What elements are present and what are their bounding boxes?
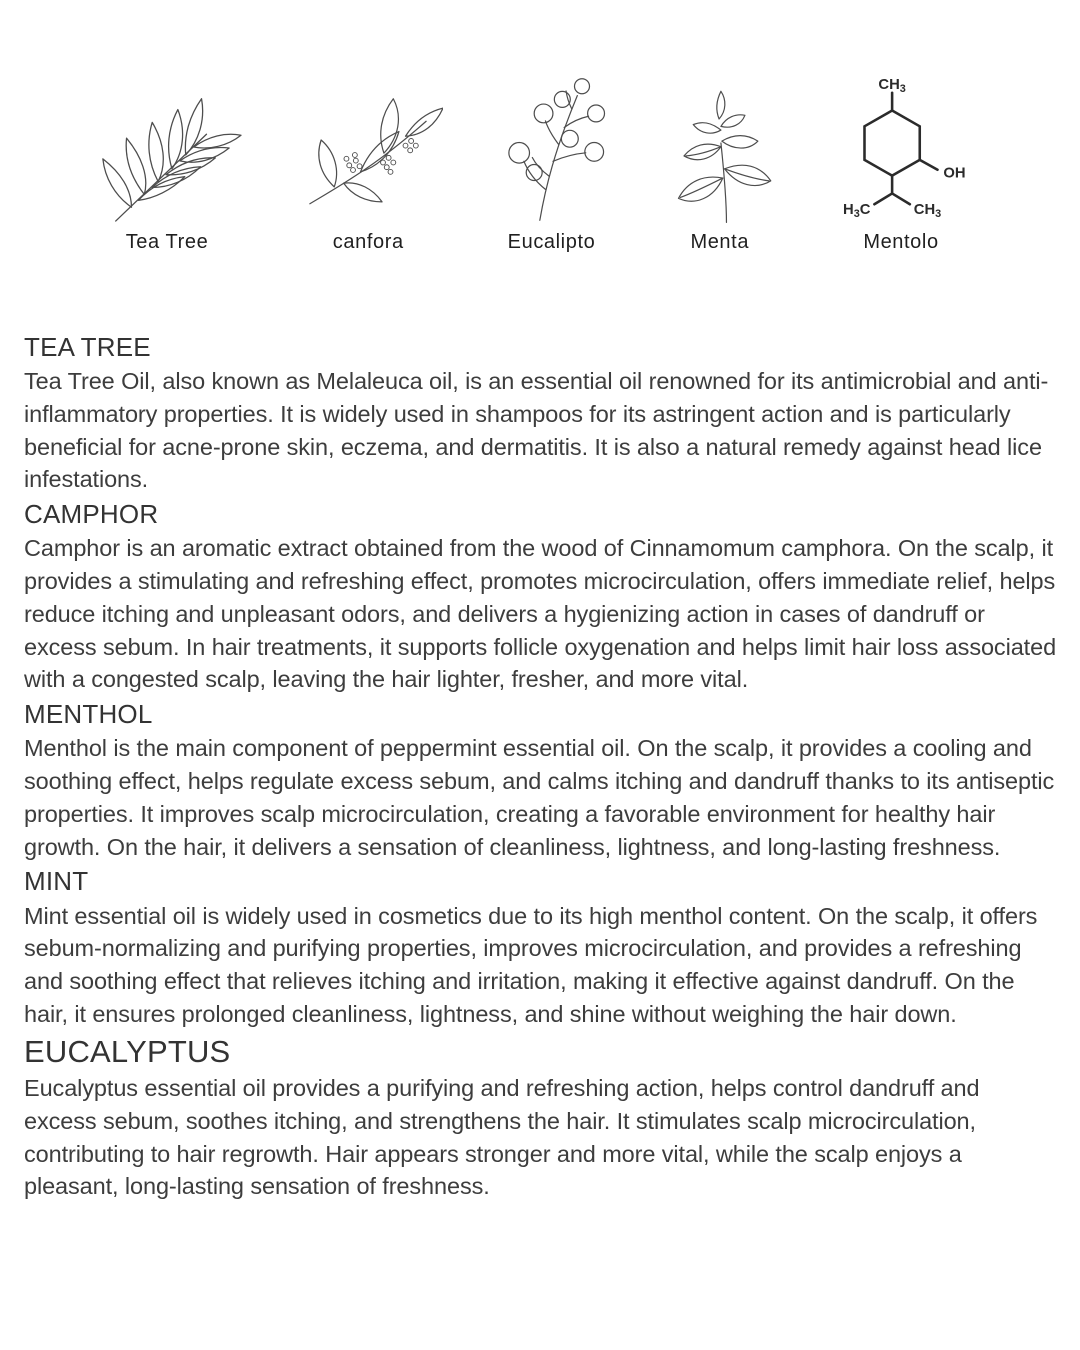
menthol-structure-icon <box>827 75 975 225</box>
methyl-left-label: $H_3C$ <box>843 202 871 221</box>
section-body-camphor: Camphor is an aromatic extract obtained from the wood of Cinnamomum camphora. On the scalp, it provides a stimulating and refreshing effect, promotes microcirculation, offers immediate relief, helps reduce itching and unpleasant odors, and delivers a hygienizing action in cases of dandruff or excess sebum. In hair treatments, it supports follicle oxygenation and helps limit hair loss associated with a congested scalp, leaving the hair lighter, fresher, and more vital. <box>24 535 1057 693</box>
canfora-label: canfora <box>332 231 404 253</box>
section-body-menthol: Menthol is the main component of peppermint essential oil. On the scalp, it provides a cooling and soothing effect, helps regulate excess sebum, and calms itching and dandruff thanks to its antiseptic properties. It improves scalp microcirculation, creating a favorable environment for healthy hair growth. On the hair, it delivers a sensation of cleanliness, lightness, and long-lasting freshness. <box>24 735 1055 860</box>
section-heading-mint: MINT <box>24 866 89 897</box>
section-body-eucalyptus: Eucalyptus essential oil provides a purifying and refreshing action, helps control dandruff and excess sebum, soothes itching, and strengthens the hair. It stimulates scalp microcirculation, contributing to hair regrowth. Hair appears stronger and more vital, while the scalp enjoys a pleasant, long-lasting sensation of freshness. <box>24 1074 980 1200</box>
tea-tree-sprig-icon <box>88 77 246 225</box>
illustration-eucalipto <box>491 75 613 254</box>
illustration-canfora <box>293 70 443 254</box>
methyl-right-label: $CH_3$ <box>913 202 942 221</box>
hydroxyl-label: OH <box>943 165 966 182</box>
section-heading-camphor: CAMPHOR <box>24 499 159 530</box>
illustration-menta <box>660 85 780 254</box>
eucalyptus-branch-icon <box>491 75 613 225</box>
mentolo-label: Mentolo <box>863 231 939 253</box>
menta-label: Menta <box>690 231 750 253</box>
section-heading-menthol: MENTHOL <box>24 699 153 730</box>
tea-tree-label: Tea Tree <box>125 231 209 253</box>
mint-sprig-icon <box>660 85 780 225</box>
section-body-mint: Mint essential oil is widely used in cosmetics due to its high menthol content. On the scalp, it offers sebum-normalizing and purifying properties, improves microcirculation, and provides a refreshing and soothing effect that relieves itching and irritation, making it effective against dandruff. On the hair, it ensures prolonged cleanliness, lightness, and shine without weighing the hair down. <box>24 902 1038 1027</box>
illustration-tea-tree <box>88 77 246 254</box>
methyl-top-label: $CH_3$ <box>878 76 906 95</box>
ingredient-descriptions <box>0 254 1080 1203</box>
section-heading-eucalyptus: EUCALYPTUS <box>24 1033 231 1069</box>
camphor-branch-icon <box>293 70 443 225</box>
illustration-mentolo <box>827 75 975 254</box>
section-body-tea-tree: Tea Tree Oil, also known as Melaleuca oil, is an essential oil renowned for its antimicrobial and anti-inflammatory properties. It is widely used in shampoos for its astringent action and is particularly beneficial for acne-prone skin, eczema, and dermatitis. It is also a natural remedy against head lice infestations. <box>24 368 1049 493</box>
eucalipto-label: Eucalipto <box>507 231 596 253</box>
section-heading-tea-tree: TEA TREE <box>24 332 151 362</box>
ingredient-illustration-strip <box>0 0 1080 254</box>
